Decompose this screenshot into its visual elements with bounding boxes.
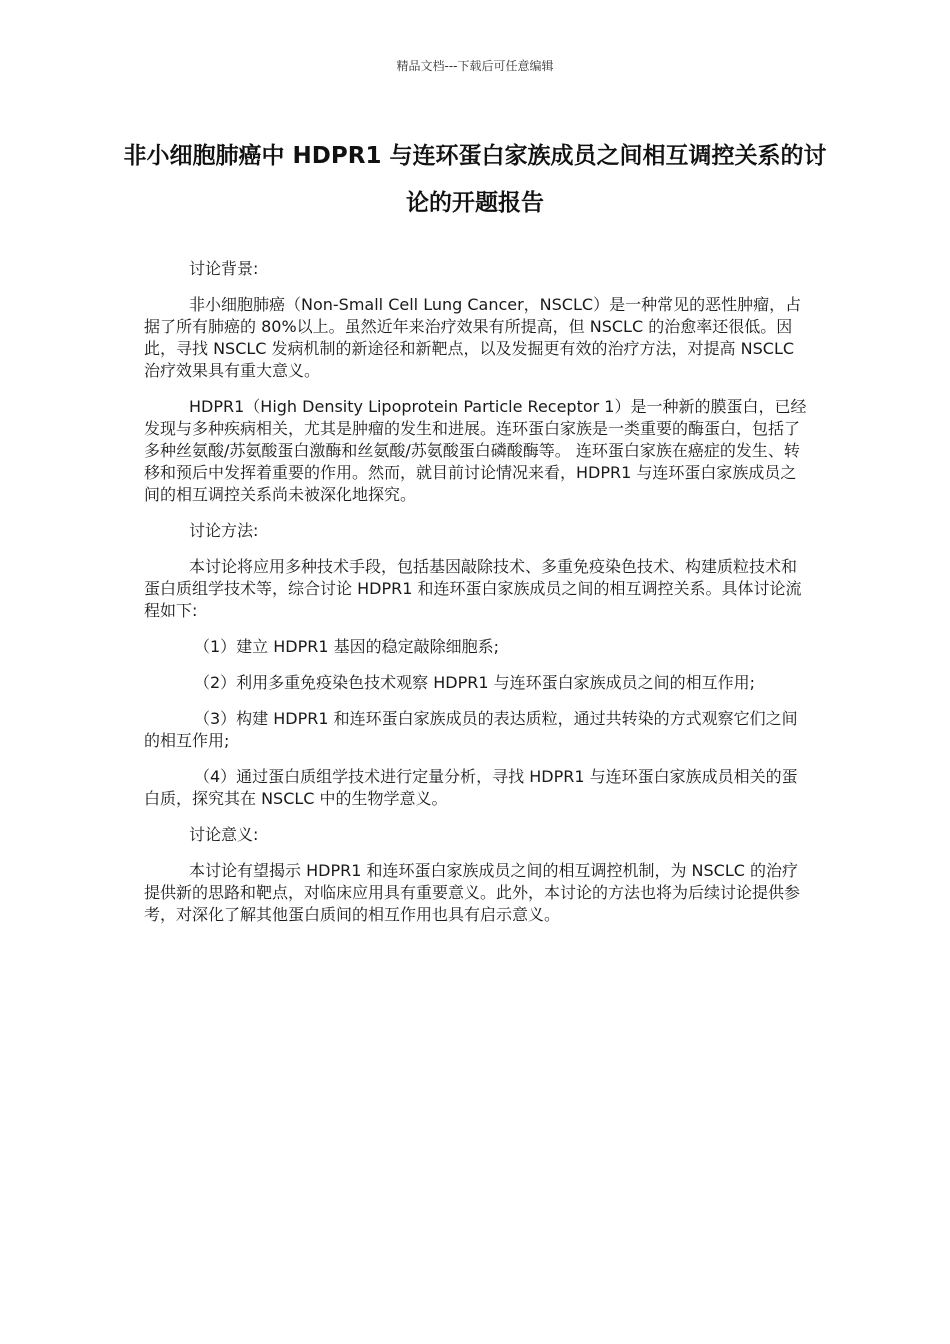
methods-paragraph-1: 本讨论将应用多种技术手段，包括基因敲除技术、多重免疫染色技术、构建质粒技术和蛋白质组学技术等，综合讨论 HDPR1 和连环蛋白家族成员之间的相互调控关系。具体讨论流程如下: (144, 557, 802, 620)
significance-heading: 讨论意义: (189, 825, 259, 844)
method-step-1: （1）建立 HDPR1 基因的稳定敲除细胞系; (194, 637, 500, 656)
header-note: 精品文档---下载后可任意编辑 (396, 59, 554, 73)
document-body (144, 258, 808, 940)
document-title: 非小细胞肺癌中 HDPR1 与连环蛋白家族成员之间相互调控关系的讨论的开题报告 (123, 143, 827, 216)
significance-paragraph-1: 本讨论有望揭示 HDPR1 和连环蛋白家族成员之间的相互调控机制，为 NSCLC 的治疗提供新的思路和靶点，对临床应用具有重要意义。此外，本讨论的方法也将为后续讨论提供参考，对深化了解其他蛋白质间的相互作用也具有启示意义。 (144, 861, 801, 924)
method-step-4: （4）通过蛋白质组学技术进行定量分析，寻找 HDPR1 与连环蛋白家族成员相关的蛋白质，探究其在 NSCLC 中的生物学意义。 (144, 767, 798, 808)
background-heading: 讨论背景: (189, 259, 259, 278)
background-paragraph-1: 非小细胞肺癌（Non-Small Cell Lung Cancer，NSCLC）是一种常见的恶性肿瘤，占据了所有肺癌的 80%以上。虽然近年来治疗效果有所提高，但 NSCLC 的治愈率还很低。因此，寻找 NSCLC 发病机制的新途径和新靶点，以及发掘更有效的治疗方法，对提高 NSCLC 治疗效果具有重大意义。 (144, 295, 802, 380)
background-paragraph-2: HDPR1（High Density Lipoprotein Particle Receptor 1）是一种新的膜蛋白，已经发现与多种疾病相关，尤其是肿瘤的发生和进展。连环蛋白家族是一类重要的酶蛋白，包括了多种丝氨酸/苏氨酸蛋白激酶和丝氨酸/苏氨酸蛋白磷酸酶等。 连环蛋白家族在癌症的发生、转移和预后中发挥着重要的作用。然而，就目前讨论情况来看，HDPR1 与连环蛋白家族成员之间的相互调控关系尚未被深化地探究。 (144, 397, 807, 504)
method-step-2: （2）利用多重免疫染色技术观察 HDPR1 与连环蛋白家族成员之间的相互作用; (194, 673, 756, 692)
methods-heading: 讨论方法: (189, 521, 259, 540)
method-step-3: （3）构建 HDPR1 和连环蛋白家族成员的表达质粒，通过共转染的方式观察它们之间的相互作用; (144, 709, 798, 750)
